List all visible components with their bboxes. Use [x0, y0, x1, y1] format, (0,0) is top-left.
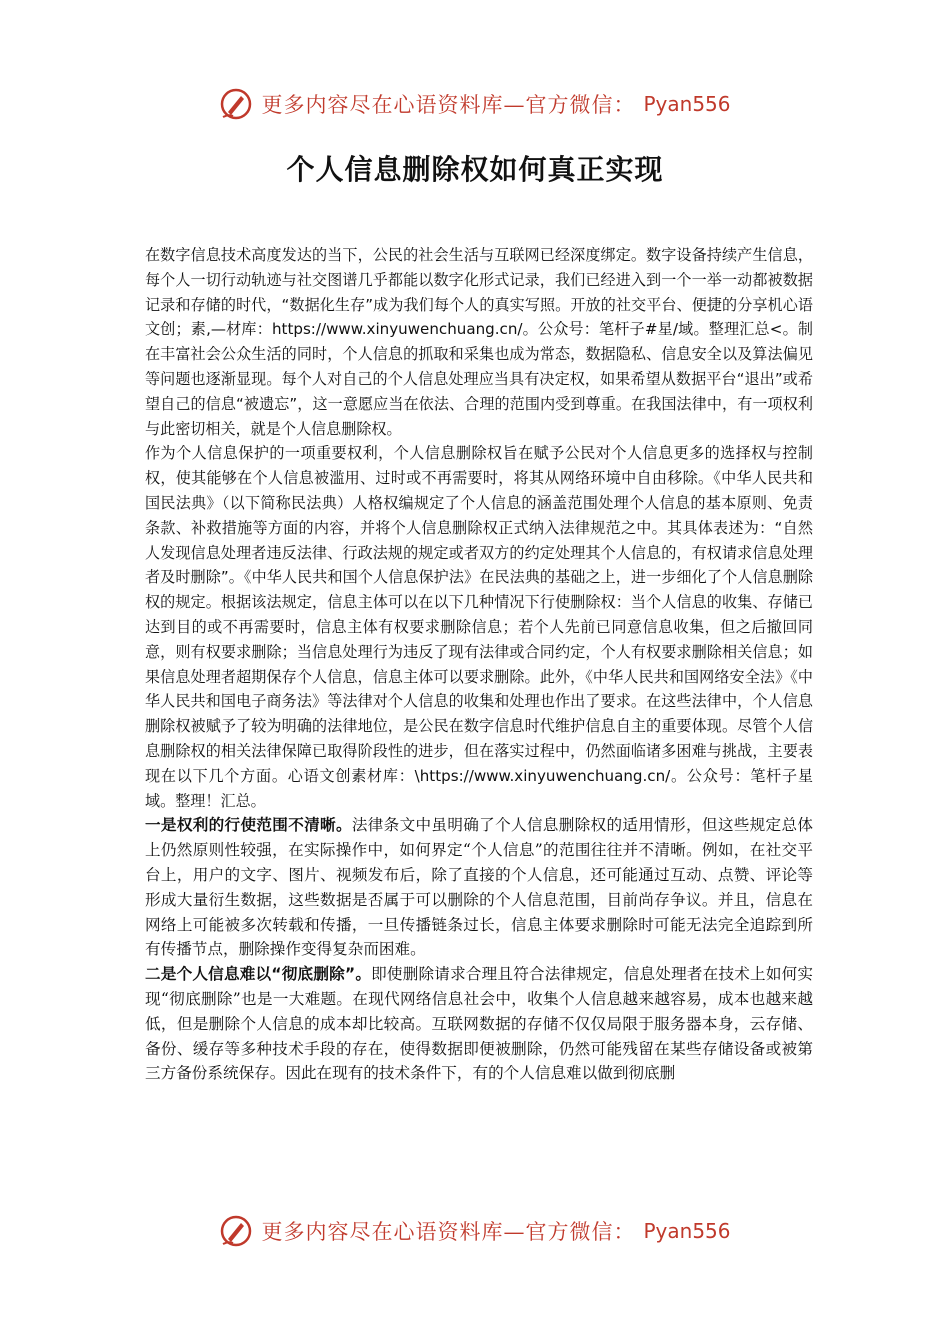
paragraph-legal-basis: 作为个人信息保护的一项重要权利，个人信息删除权旨在赋予公民对个人信息更多的选择权与控制权，使其能够在个人信息被滥用、过时或不再需要时，将其从网络环境中自由移除。《中华人民共和国民法典》（以下简称民法典）人格权编规定了个人信息的涵盖范围处理个人信息的基本原则、免责条款、补救措施等方面的内容，并将个人信息删除权正式纳入法律规范之中。其具体表述为：“自然人发现信息处理者违反法律、行政法规的规定或者双方的约定处理其个人信息的，有权请求信息处理者及时删除”。《中华人民共和国个人信息保护法》在民法典的基础之上，进一步细化了个人信息删除权的规定。根据该法规定，信息主体可以在以下几种情况下行使删除权：当个人信息的收集、存储已达到目的或不再需要时，信息主体有权要求删除信息；若个人先前已同意信息收集，但之后撤回同意，则有权要求删除；当信息处理行为违反了现有法律或合同约定，个人有权要求删除相关信息；如果信息处理者超期保存个人信息，信息主体可以要求删除。此外，《中华人民共和国网络安全法》《中华人民共和国电子商务法》等法律对个人信息的收集和处理也作出了要求。在这些法律中，个人信息删除权被赋予了较为明确的法律地位，是公民在数字信息时代维护信息自主的重要体现。尽管个人信息删除权的相关法律保障已取得阶段性的进步，但在落实过程中，仍然面临诸多困难与挑战，主要表现在以下几个方面。心语文创素材库：\https://www.xinyuwenchuang.cn/。公众号：笔杆子星域。整理！汇总。: [145, 444, 813, 810]
banner-contact: Pyan556: [643, 92, 731, 116]
page-title: 个人信息删除权如何真正实现: [286, 153, 664, 186]
paragraph-point-two: [145, 962, 813, 1086]
point-two-text: 即使删除请求合理且符合法律规定，信息处理者在技术上如何实现“彻底删除”也是一大难题。在现代网络信息社会中，收集个人信息越来越容易，成本也越来越低，但是删除个人信息的成本却比较高。互联网数据的存储不仅仅局限于服务器本身，云存储、备份、缓存等多种技术手段的存在，使得数据即便被删除，仍然可能残留在某些存储设备或被第三方备份系统保存。因此在现有的技术条件下，有的个人信息难以做到彻底删: [145, 965, 813, 1083]
article-body: [145, 243, 813, 1086]
pen-circle-logo-icon: [219, 1214, 253, 1248]
pen-circle-logo-icon: [219, 87, 253, 121]
point-one-heading: 一是权利的行使范围不清晰。: [145, 816, 352, 835]
paragraph-intro: 在数字信息技术高度发达的当下，公民的社会生活与互联网已经深度绑定。数字设备持续产生信息，每个人一切行动轨迹与社交图谱几乎都能以数字化形式记录，我们已经进入到一个一举一动都被数据记录和存储的时代，“数据化生存”成为我们每个人的真实写照。开放的社交平台、便捷的分享机心语文创；素,—材库：https://www.xinyuwenchuang.cn/。公众号：笔杆子#星/域。整理汇总<。制在丰富社会公众生活的同时，个人信息的抓取和采集也成为常态，数据隐私、信息安全以及算法偏见等问题也逐渐显现。每个人对自己的个人信息处理应当具有决定权，如果希望从数据平台“退出”或希望自己的信息“被遗忘”，这一意愿应当在依法、合理的范围内受到尊重。在我国法律中，有一项权利与此密切相关，就是个人信息删除权。: [145, 246, 813, 438]
banner-text: 更多内容尽在心语资料库—官方微信：: [261, 93, 636, 117]
point-two-heading: 二是个人信息难以“彻底删除”。: [145, 965, 372, 984]
paragraph-point-one: [145, 813, 813, 962]
header-banner: [0, 84, 950, 124]
footer-banner-text: 更多内容尽在心语资料库—官方微信：: [261, 1220, 636, 1244]
footer-banner-contact: Pyan556: [643, 1219, 731, 1243]
footer-banner: [0, 1211, 950, 1251]
point-one-text: 法律条文中虽明确了个人信息删除权的适用情形，但这些规定总体上仍然原则性较强，在实际操作中，如何界定“个人信息”的范围往往并不清晰。例如，在社交平台上，用户的文字、图片、视频发布后，除了直接的个人信息，还可能通过互动、点赞、评论等形成大量衍生数据，这些数据是否属于可以删除的个人信息范围，目前尚存争议。并且，信息在网络上可能被多次转载和传播，一旦传播链条过长，信息主体要求删除时可能无法完全追踪到所有传播节点，删除操作变得复杂而困难。: [145, 816, 813, 959]
